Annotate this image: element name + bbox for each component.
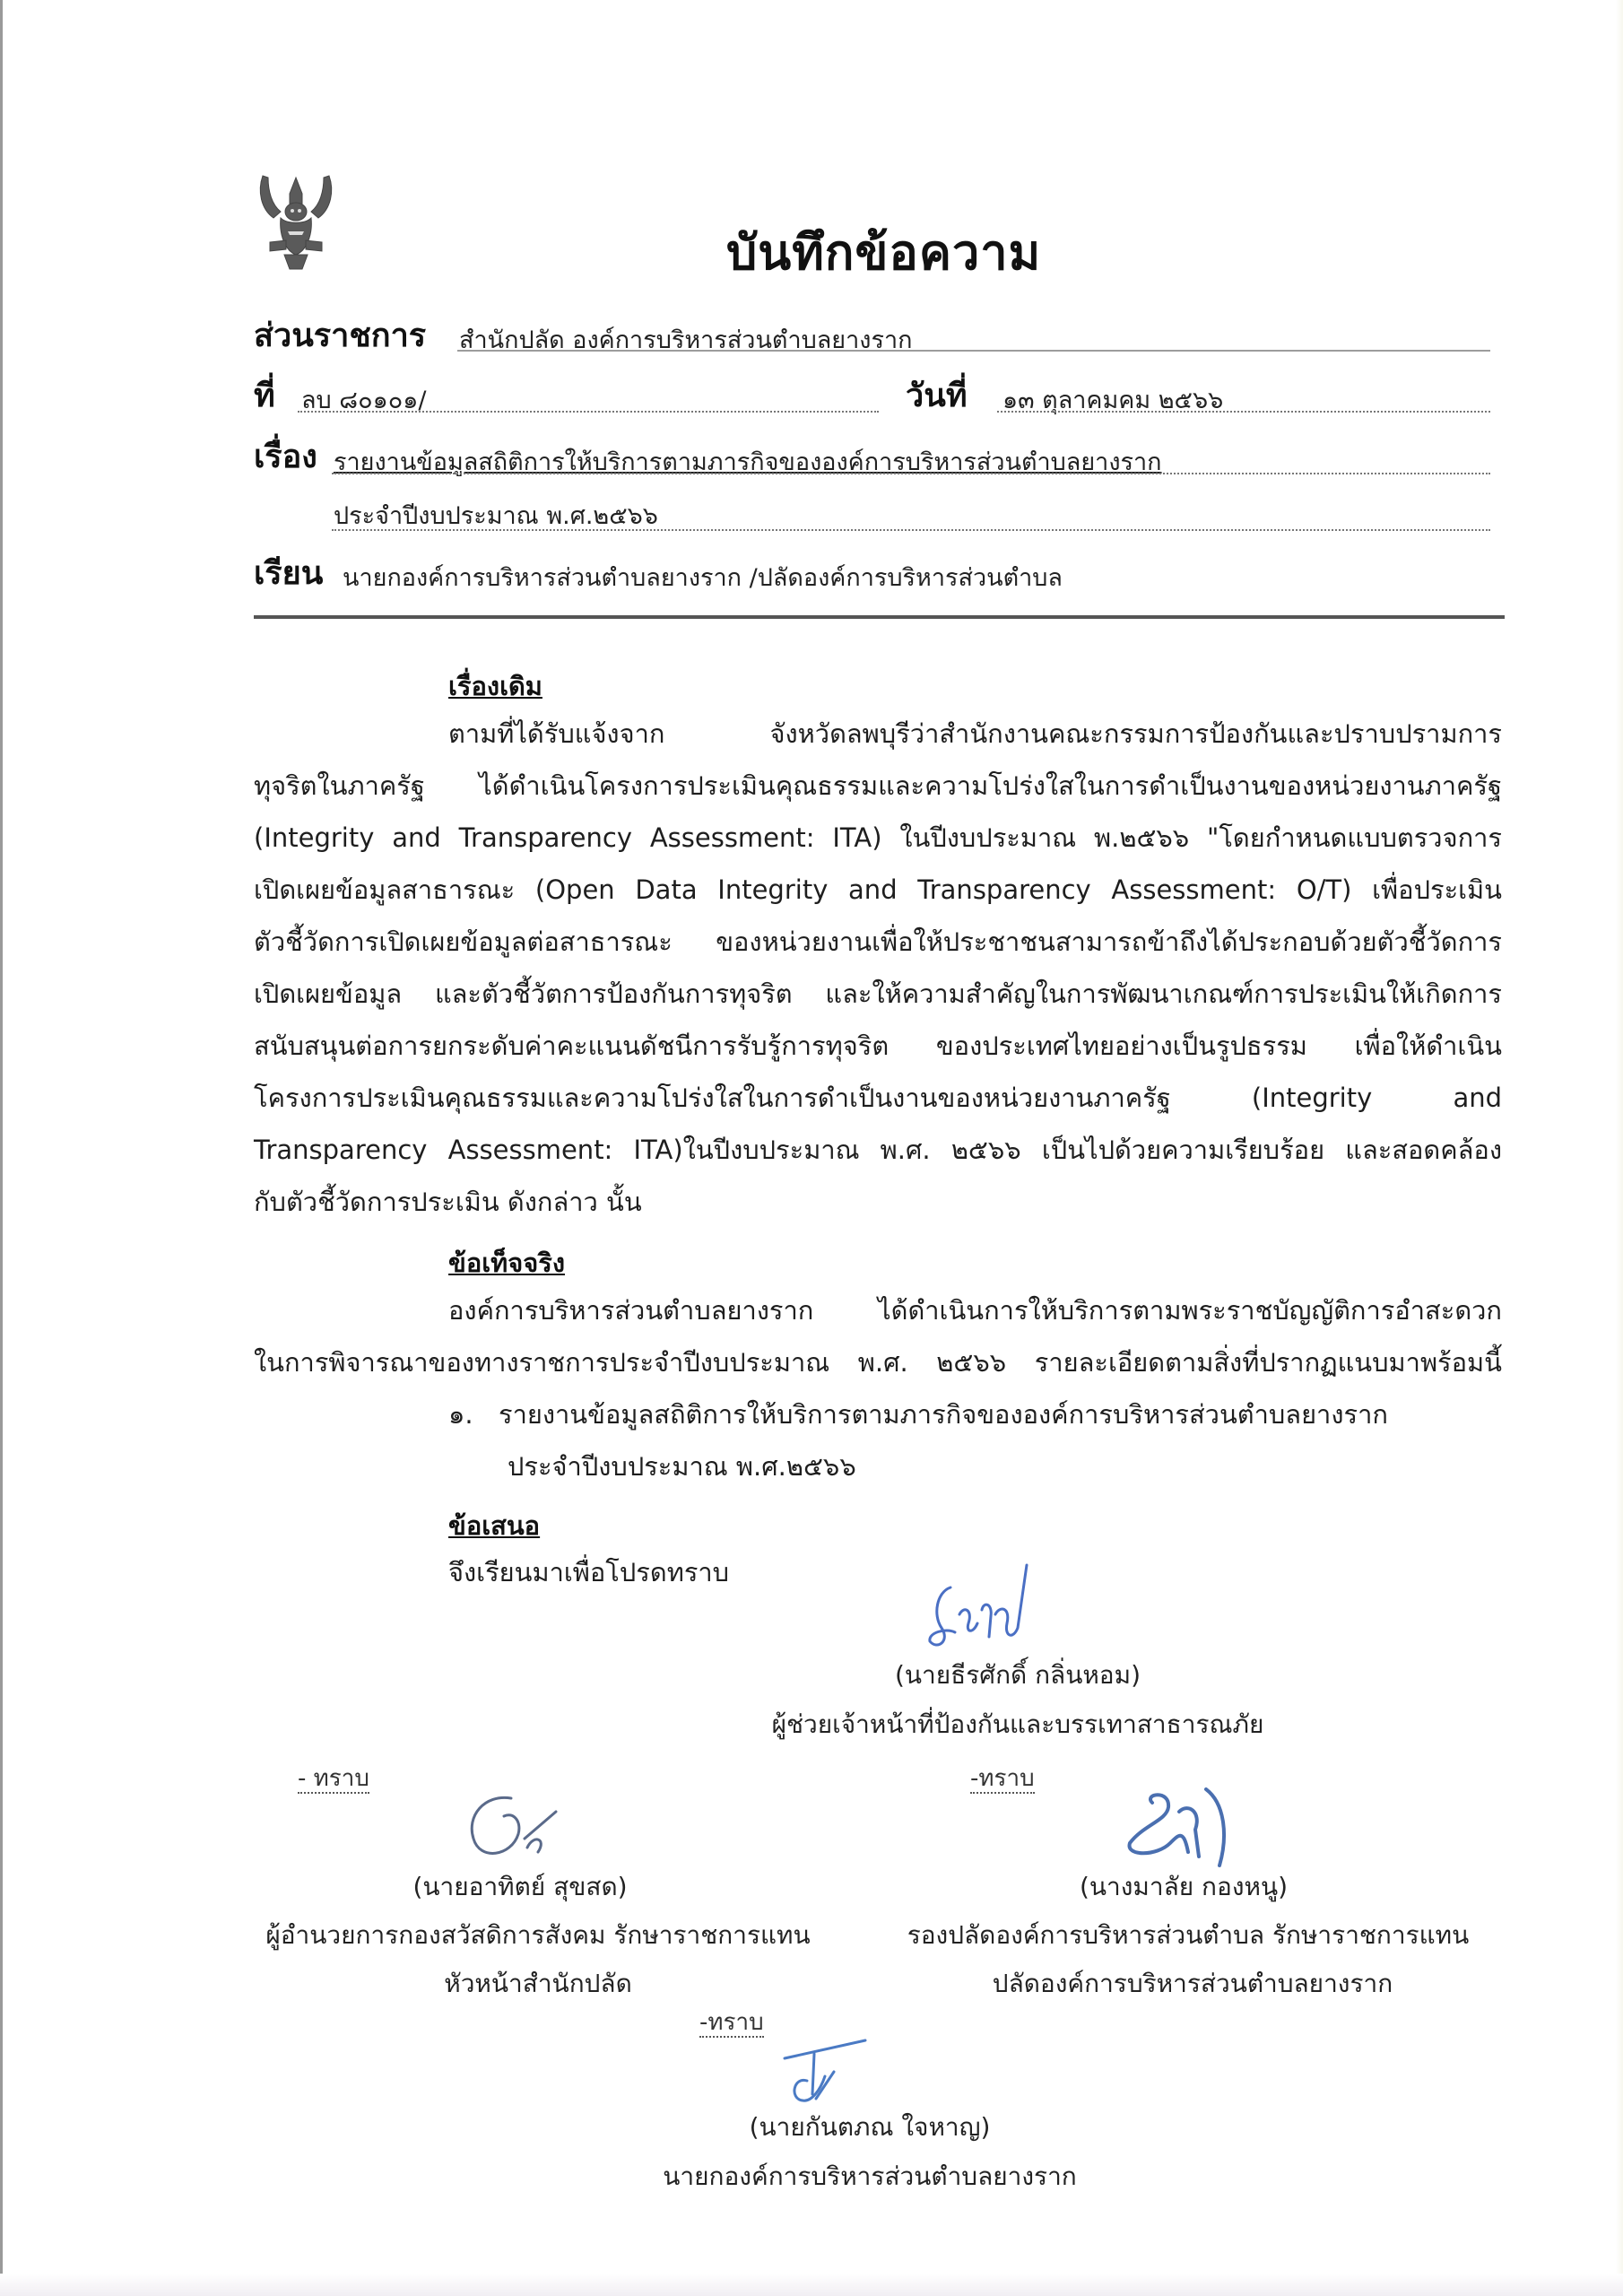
garuda-emblem-icon [256, 169, 336, 274]
left-position-line-1: ผู้อำนวยการกองสวัสดิการสังคม รักษาราชการแทน [265, 1920, 811, 1950]
author-signature-icon [910, 1561, 1072, 1659]
subject-dotline-2 [332, 529, 1490, 531]
right-ack: -ทราบ [970, 1765, 1035, 1792]
facts-item-number: ๑. [448, 1399, 473, 1430]
right-position-line-1: รองปลัดองค์การบริหารส่วนตำบล รักษาราชการแทน [907, 1920, 1470, 1950]
background-line: กับตัวชี้วัดการประเมิน ดังกล่าว นั้น [254, 1187, 642, 1217]
to-label: เรียน [254, 555, 324, 592]
subject-line-2: ประจำปีงบประมาณ พ.ศ.๒๕๖๖ [334, 502, 658, 530]
facts-item-line-2: ประจำปีงบประมาณ พ.ศ.๒๕๖๖ [508, 1451, 856, 1482]
subject-label: เรื่อง [254, 439, 317, 475]
header-divider [254, 615, 1505, 619]
ref-label: ที่ [254, 378, 275, 414]
agency-underline [457, 350, 1490, 352]
scan-edge-bottom [0, 2274, 1623, 2296]
date-value: ๑๓ ตุลาคมคม ๒๕๖๖ [1002, 387, 1224, 414]
background-line: สนับสนุนต่อการยกระดับค่าคะแนนดัชนีการรับรู้การทุจริต ของประเทศไทยอย่างเป็นรูปธรรม เพื่อให้ดำเนิน [254, 1031, 1502, 1061]
proposal-text: จึงเรียนมาเพื่อโปรดทราบ [448, 1557, 730, 1587]
bottom-position: นายกองค์การบริหารส่วนตำบลยางราก [663, 2161, 1077, 2191]
background-line: (Integrity and Transparency Assessment: ITA) ในปีงบประมาณ พ.๒๕๖๖ "โดยกำหนดแบบตรวจการ [254, 822, 1502, 853]
background-line: ตัวชี้วัดการเปิดเผยข้อมูลต่อสาธารณะ ของหน่วยงานเพื่อให้ประชาชนสามารถข้าถึงได้ประกอบด้วยตัวชี้วัดการ [254, 926, 1502, 957]
subject-line-1: รายงานข้อมูลสถิติการให้บริการตามภารกิจขององค์การบริหารส่วนตำบลยางราก [334, 448, 1162, 476]
ref-value: ลบ ๘๐๑๐๑/ [301, 387, 427, 414]
background-line: เปิดเผยข้อมูล และตัวชี้วัตการป้องกันการทุจริต และให้ความสำคัญในการพัฒนาเกณฑ์การประเมินให้เกิดการ [254, 978, 1502, 1009]
right-name: (นางมาลัย กองหนู) [1079, 1872, 1289, 1901]
facts-item-line-1: รายงานข้อมูลสถิติการให้บริการตามภารกิจขององค์การบริหารส่วนตำบลยางราก [499, 1399, 1388, 1430]
author-name: (นายธีรศักดิ์ กลิ่นหอม) [894, 1660, 1141, 1690]
bottom-signature-icon [771, 2036, 879, 2117]
ref-dotline [298, 411, 879, 413]
scan-edge-left [0, 0, 3, 2296]
memo-title: บันทึกข้อความ [726, 224, 1042, 281]
background-heading: เรื่องเดิม [448, 671, 542, 701]
left-position-line-2: หัวหน้าสำนักปลัด [444, 1969, 632, 1998]
background-line: Transparency Assessment: ITA)ในปีงบประมาณ พ.ศ. ๒๕๖๖ เป็นไปด้วยความเรียบร้อย และสอดคล้อง [254, 1135, 1502, 1165]
background-line: เปิดเผยข้อมูลสาธารณะ (Open Data Integrity and Transparency Assessment: O/T) เพื่อประเมิน [254, 874, 1502, 905]
subject-dotline-1 [332, 473, 1490, 474]
author-position: ผู้ช่วยเจ้าหน้าที่ป้องกันและบรรเทาสาธารณภัย [771, 1709, 1264, 1739]
scan-edge-right [1616, 0, 1623, 2296]
facts-line: องค์การบริหารส่วนตำบลยางราก ได้ดำเนินการให้บริการตามพระราชบัญญัติการอำสะดวก [448, 1295, 1502, 1326]
left-ack: - ทราบ [298, 1765, 369, 1792]
bottom-name: (นายกันตภณ ใจหาญ) [749, 2112, 991, 2142]
right-position-line-2: ปลัดองค์การบริหารส่วนตำบลยางราก [992, 1969, 1393, 1998]
left-name: (นายอาทิตย์ สุขสด) [412, 1872, 628, 1901]
background-line: ทุจริตในภาครัฐ ได้ดำเนินโครงการประเมินคุณธรรมและความโปร่งใสในการดำเป็นงานของหน่วยงานภาครัฐ [254, 770, 1502, 801]
agency-label: ส่วนราชการ [254, 317, 427, 354]
date-dotline [997, 411, 1490, 413]
facts-line: ในการพิจารณาของทางราชการประจำปีงบประมาณ พ.ศ. ๒๕๖๖ รายละเอียดตามสิ่งที่ปรากฏแนบมาพร้อมนี้ [254, 1347, 1502, 1378]
facts-heading: ข้อเท็จจริง [448, 1248, 565, 1278]
to-value: นายกองค์การบริหารส่วนตำบลยางราก /ปลัดองค์การบริหารส่วนตำบล [343, 564, 1063, 592]
right-signature-icon [1116, 1780, 1242, 1879]
bottom-ack: -ทราบ [699, 2009, 764, 2036]
proposal-heading: ข้อเสนอ [448, 1510, 541, 1541]
background-line: ตามที่ได้รับแจ้งจาก จังหวัดลพบุรีว่าสำนักงานคณะกรรมการป้องกันและปราบปรามการ [448, 718, 1502, 749]
background-line: โครงการประเมินคุณธรรมและความโปร่งใสในการดำเป็นงานของหน่วยงานภาครัฐ (Integrity and [254, 1083, 1502, 1113]
agency-value: สำนักปลัด องค์การบริหารส่วนตำบลยางราก [459, 326, 913, 354]
date-label: วันที่ [906, 378, 968, 414]
